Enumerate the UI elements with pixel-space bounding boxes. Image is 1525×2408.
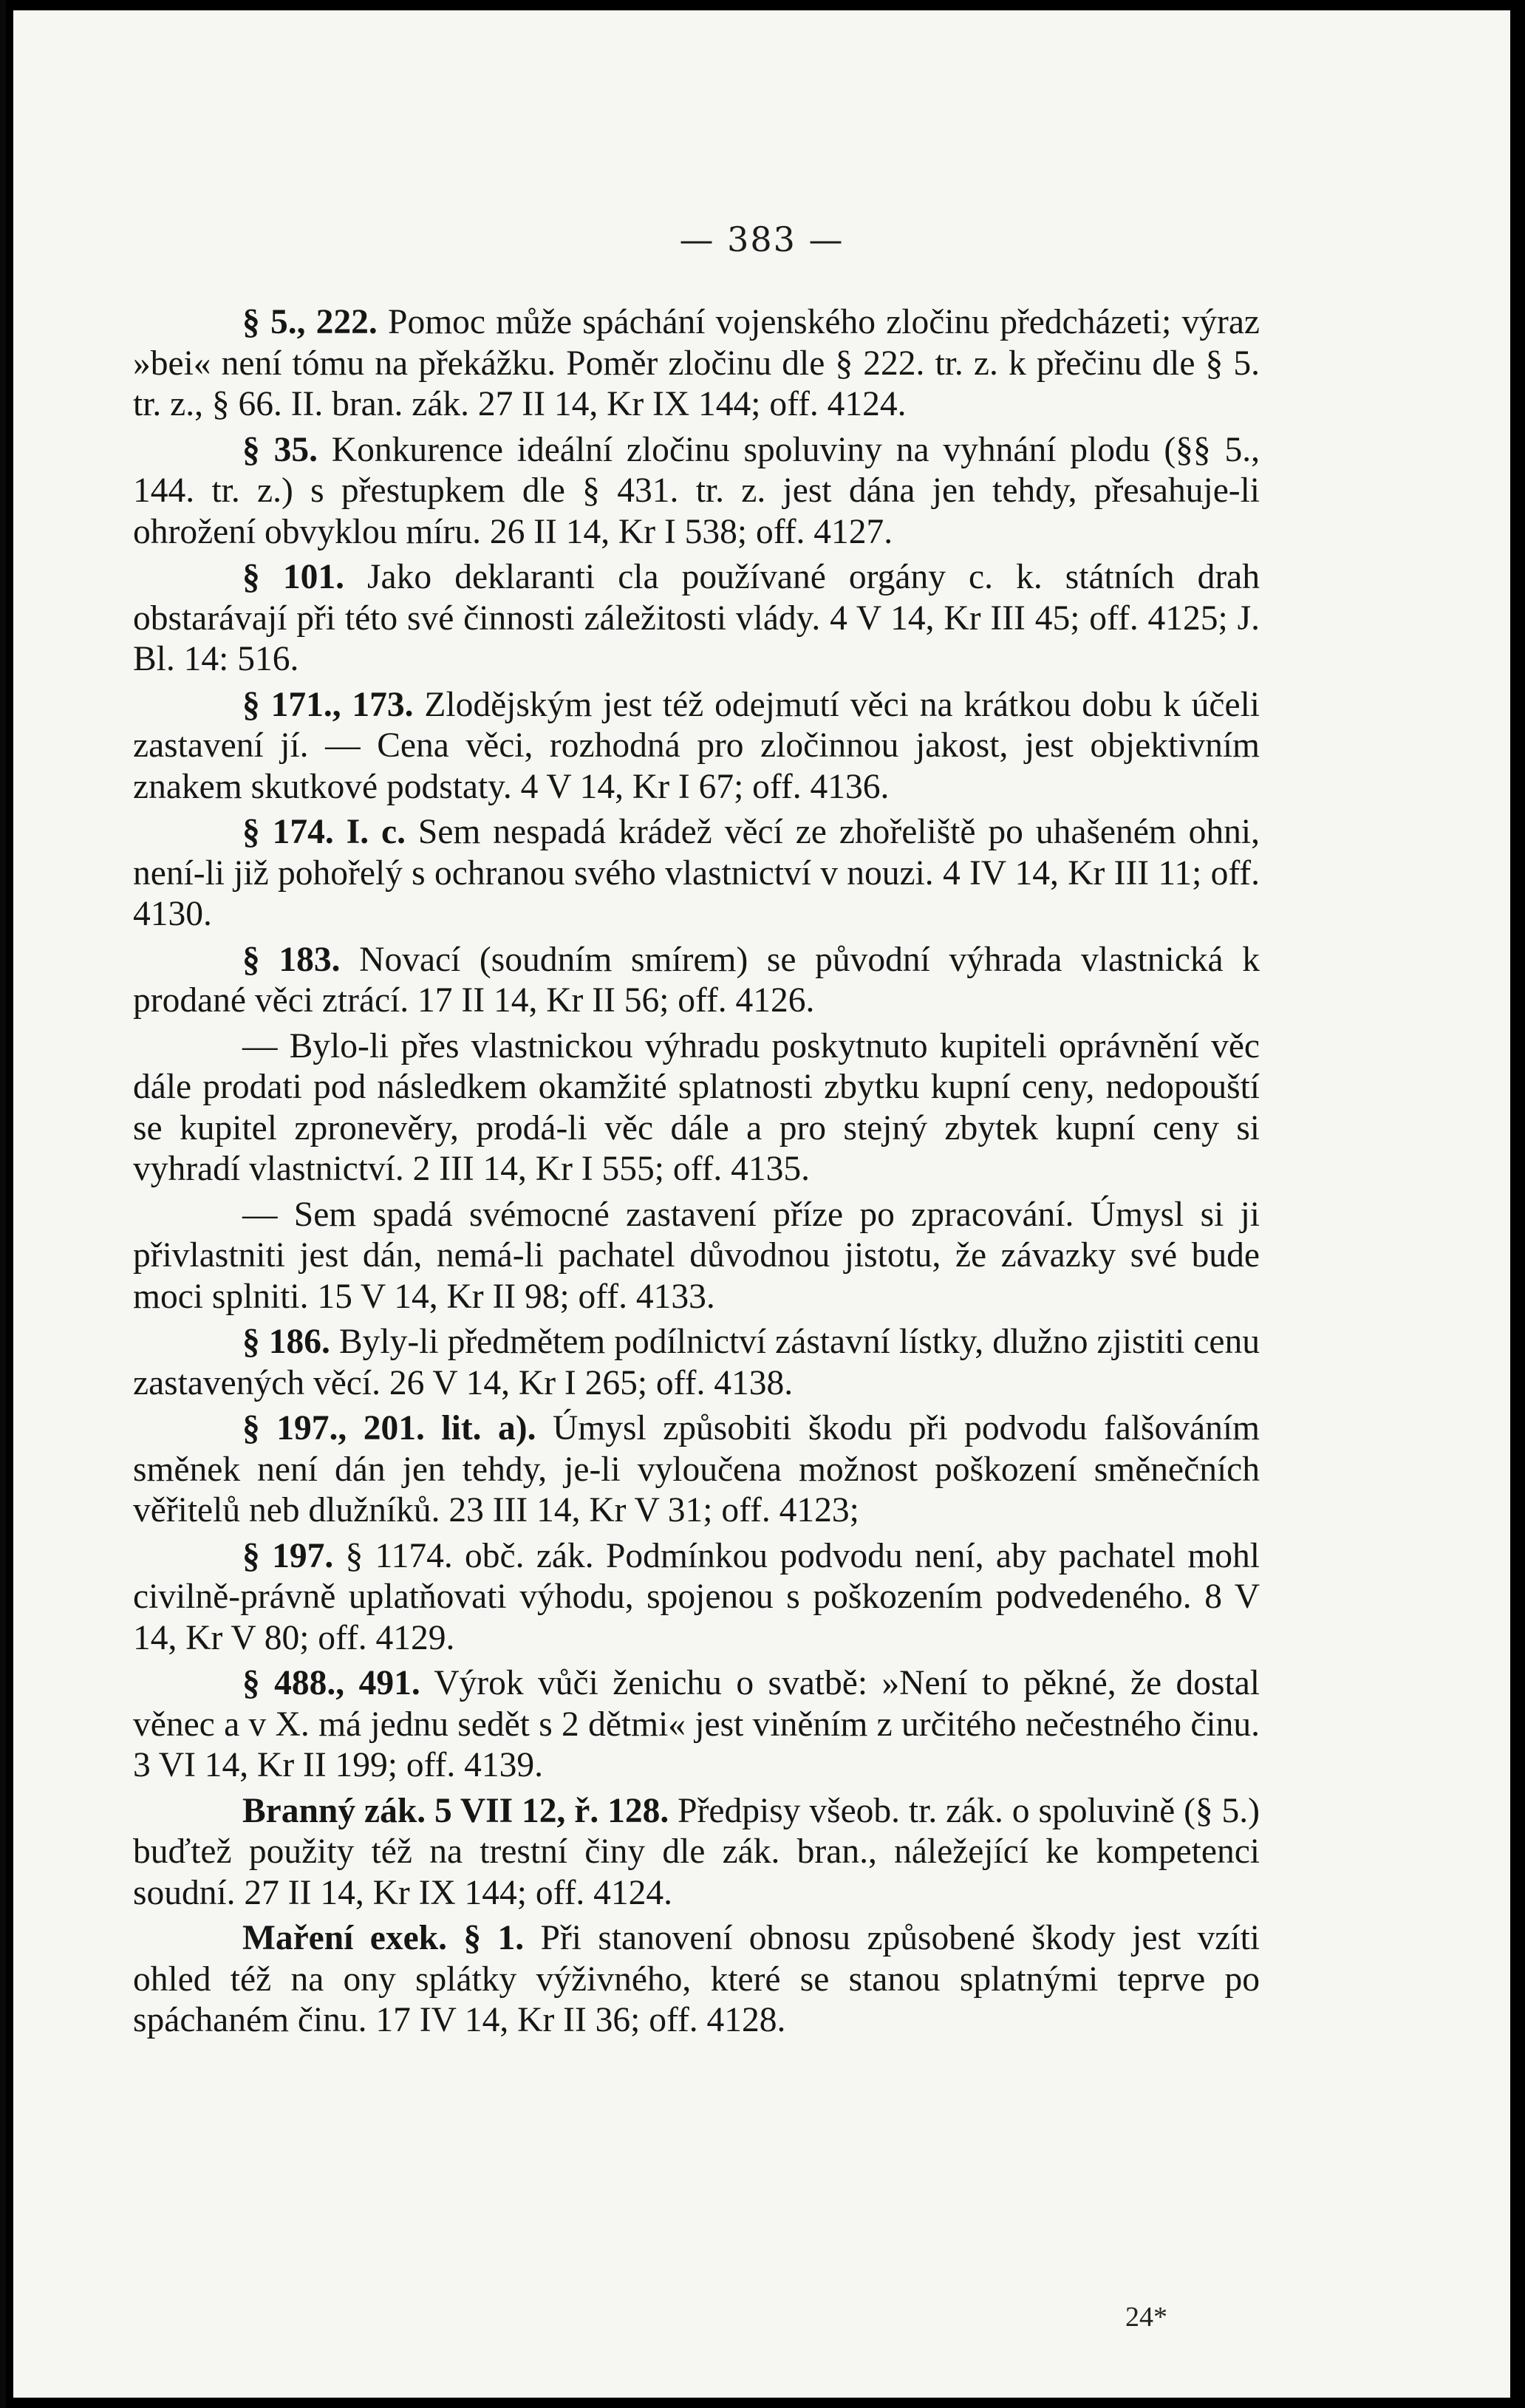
paragraph-text: Novací (soudním smírem) se původní výhrada vlastnická k prodané věci ztrácí. 17 II 14, Kr II 56; off. 4126.: [133, 940, 1260, 1020]
printer-signature: 24*: [1125, 2302, 1167, 2333]
paragraph-2: [133, 430, 1260, 553]
section-ref: § 197.: [242, 1536, 334, 1575]
section-ref: Maření exek. § 1.: [242, 1919, 525, 1957]
paragraph-3: [133, 557, 1260, 681]
paragraph-text: Konkurence ideální zločinu spoluviny na vyhnání plodu (§§ 5., 144. tr. z.) s přestupkem dle § 431. tr. z. jest dána jen tehdy, přesahuje-li ohrožení obvyklou míru. 26 II 14, Kr I 538; off. 4127.: [133, 430, 1260, 551]
section-ref: § 5., 222.: [242, 303, 378, 341]
paragraph-10: [133, 1408, 1260, 1532]
section-ref: § 171., 173.: [242, 685, 414, 724]
paragraph-text: Jako deklaranti cla používané orgány c. k. státních drah obstarávají při této své činnosti záležitosti vlády. 4 V 14, Kr III 45; off. 4125; J. Bl. 14: 516.: [133, 558, 1260, 678]
paragraph-text: Sem nespadá krádež věcí ze zhořeliště po uhašeném ohni, není-li již pohořelý s ochranou svého vlastnictví v nouzi. 4 IV 14, Kr III 11; off. 4130.: [133, 813, 1260, 933]
section-ref: § 197., 201. lit. a).: [242, 1409, 536, 1447]
paragraph-text: — Bylo-li přes vlastnickou výhradu poskytnuto kupiteli oprávnění věc dále prodati pod následkem okamžité splatnosti zbytku kupní ceny, nedopouští se kupitel zpronevěry, prodá-li věc dále a pro stejný zbytek kupní ceny si vyhradí vlastnictví. 2 III 14, Kr I 555; off. 4135.: [133, 1026, 1260, 1188]
paragraph-5: [133, 812, 1260, 935]
page-number: — 383 —: [679, 219, 845, 259]
section-ref: § 101.: [242, 558, 344, 596]
section-ref: § 35.: [242, 430, 318, 469]
paragraph-11: [133, 1536, 1260, 1660]
paragraph-9: [133, 1322, 1260, 1404]
section-ref: § 488., 491.: [242, 1664, 420, 1702]
paragraph-text: Zlodějským jest též odejmutí věci na krátkou dobu k účeli zastavení jí. — Cena věci, rozhodná pro zločinnou jakost, jest objektivním znakem skutkové podstaty. 4 V 14, Kr I 67; off. 4136.: [133, 685, 1260, 806]
paragraph-7: [133, 1026, 1260, 1190]
paragraph-1: [133, 302, 1260, 426]
document-page: [13, 10, 1510, 2398]
paragraph-13: [133, 1791, 1260, 1914]
paragraph-text: Výrok vůči ženichu o svatbě: »Není to pěkné, že dostal věnec a v X. má jednu sedět s 2 dětmi« jest viněním z určitého nečestného činu. 3 VI 14, Kr II 199; off. 4139.: [133, 1664, 1260, 1784]
paragraph-text: Byly-li předmětem podílnictví zástavní lístky, dlužno zjistiti cenu zastavených věcí. 26 V 14, Kr I 265; off. 4138.: [133, 1323, 1260, 1402]
scan-edge: [0, 0, 6, 2408]
paragraph-text: Pomoc může spáchání vojenského zločinu předcházeti; výraz »bei« není tómu na překážku. Poměr zločinu dle § 222. tr. z. k přečinu dle § 5. tr. z., § 66. II. bran. zák. 27 II 14, Kr IX 144; off. 4124.: [133, 303, 1260, 423]
paragraph-12: [133, 1663, 1260, 1787]
paragraph-text: Při stanovení obnosu způsobené škody jest vzíti ohled též na ony splátky výživného, které se stanou splatnými teprve po spáchaném činu. 17 IV 14, Kr II 36; off. 4128.: [133, 1919, 1260, 2039]
paragraph-6: [133, 940, 1260, 1022]
paragraph-text: Úmysl způsobiti škodu při podvodu falšováním směnek není dán jen tehdy, je-li vyloučena možnost poškození směnečních věřitelů neb dlužníků. 23 III 14, Kr V 31; off. 4123;: [133, 1409, 1260, 1529]
paragraph-8: [133, 1195, 1260, 1318]
paragraph-14: [133, 1918, 1260, 2042]
section-ref: § 174. I. c.: [242, 813, 406, 851]
paragraph-text: § 1174. obč. zák. Podmínkou podvodu není, aby pachatel mohl civilně-právně uplatňovati výhodu, spojenou s poškozením podvedeného. 8 V 14, Kr V 80; off. 4129.: [133, 1536, 1260, 1657]
section-ref: § 183.: [242, 940, 341, 979]
paragraph-text: — Sem spadá svémocné zastavení příze po zpracování. Úmysl si ji přivlastniti jest dán, nemá-li pachatel důvodnou jistotu, že závazky své bude moci splniti. 15 V 14, Kr II 98; off. 4133.: [133, 1195, 1260, 1316]
paragraph-4: [133, 685, 1260, 808]
paragraph-text: Předpisy všeob. tr. zák. o spoluvině (§ 5.) buďtež použity též na trestní činy dle zák. bran., náležející ke kompetenci soudní. 27 II 14, Kr IX 144; off. 4124.: [133, 1791, 1260, 1912]
section-ref: § 186.: [242, 1323, 330, 1361]
text-body: [133, 302, 1260, 2046]
section-ref: Branný zák. 5 VII 12, ř. 128.: [242, 1791, 669, 1830]
